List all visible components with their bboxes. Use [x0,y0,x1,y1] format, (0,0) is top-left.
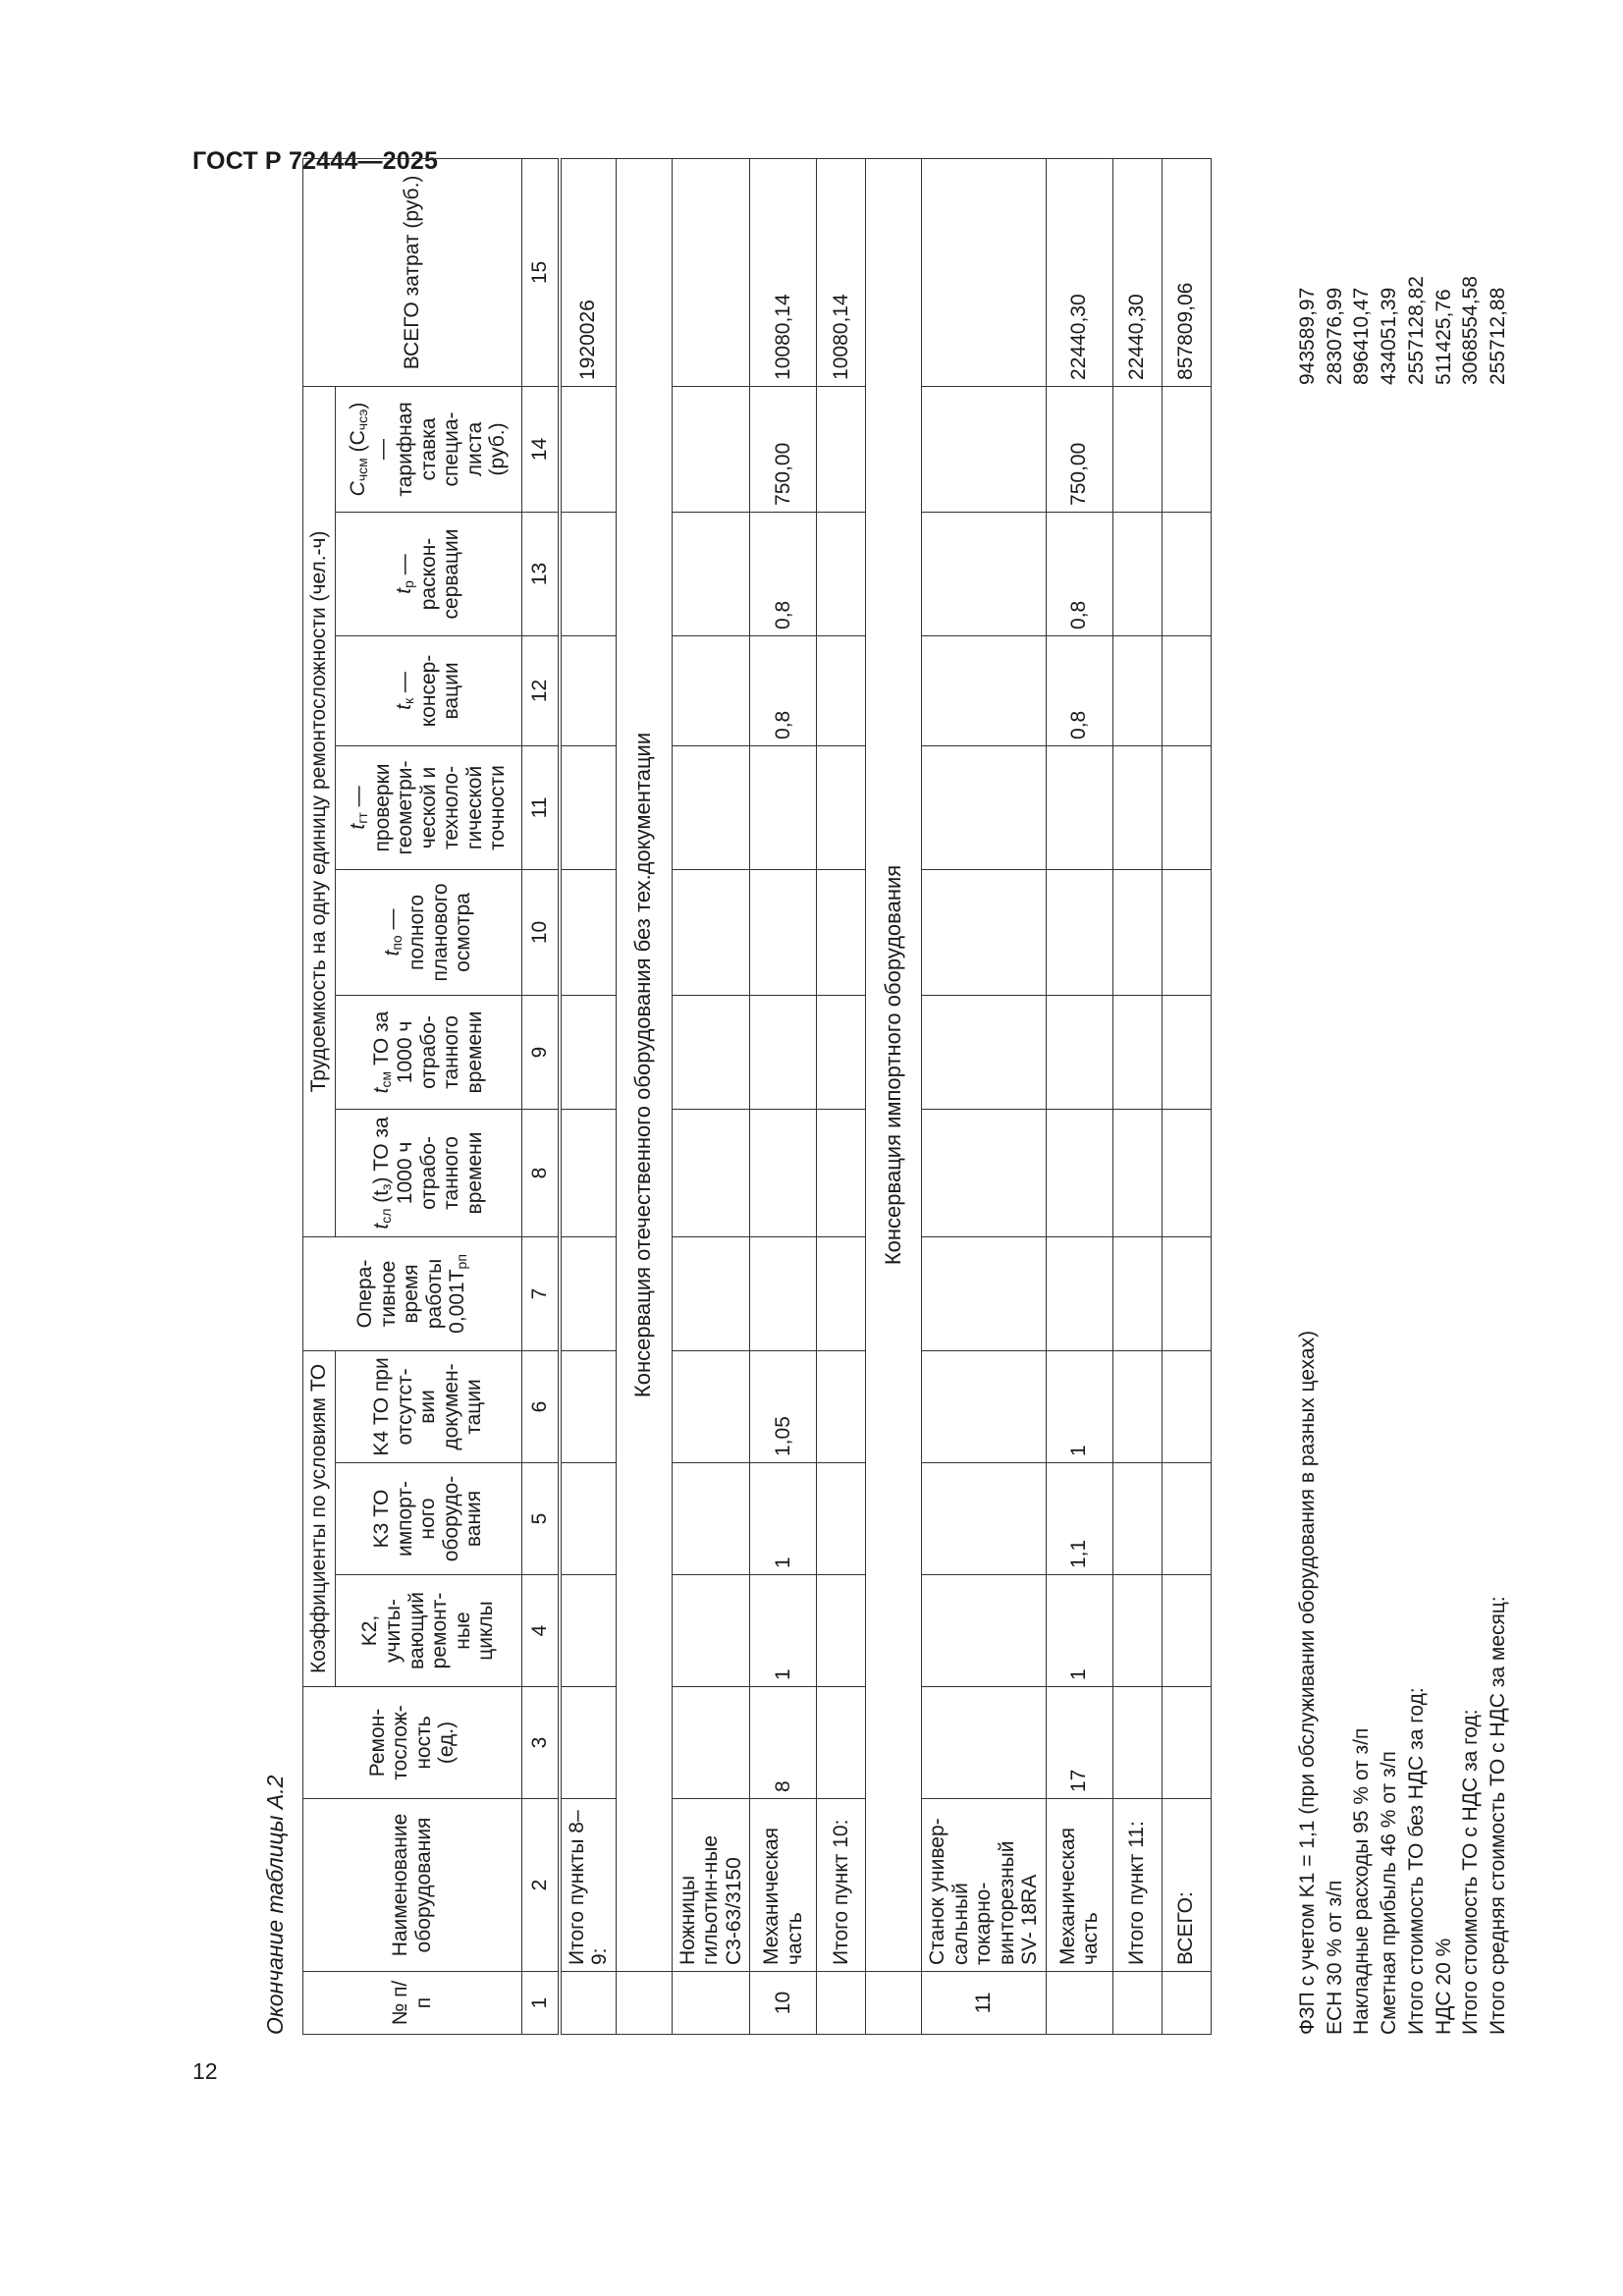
row11-t-r: 0,8 [1046,512,1112,635]
table-row [1046,158,1112,2034]
header-k3: K3 ТО импорт-ного оборудо-вания [335,1463,521,1575]
col-number: 9 [521,995,560,1109]
col-number: 11 [521,745,560,869]
summary-line [1348,228,1376,2035]
header-t-k: $t_к$ — консер-вации [335,635,521,745]
summary-label: Сметная прибыль 46 % от з/п [1378,1751,1401,2035]
rotated-table-block [253,175,1530,2035]
col-number: 3 [521,1687,560,1799]
header-c-chsm: $C_{чсм}$ $(C_{чсэ})$ — тарифная ставка специа-листа (руб.) [335,386,521,512]
col-number: 6 [521,1350,560,1462]
col-number: 14 [521,386,560,512]
summary-value: 434051,39 [1378,287,1401,385]
table-row [672,158,750,2034]
col-number: 15 [521,158,560,386]
table-row [817,158,866,2034]
table-row [1162,158,1211,2034]
summary-line [1403,228,1431,2035]
total-8-9-value: 1920026 [560,158,617,386]
cost-summary [1294,228,1512,2035]
header-k2: K2, учиты-вающий ремонт-ные циклы [335,1575,521,1687]
section-row [866,158,922,2034]
summary-line [1457,228,1485,2035]
row11-total: 22440,30 [1046,158,1112,386]
summary-value: 283076,99 [1323,287,1346,385]
row11-t-k: 0,8 [1046,635,1112,745]
header-t-r: $t_р$ — раскон-сервации [335,512,521,635]
summary-label: НДС 20 % [1432,1938,1455,2035]
table-row [750,158,817,2034]
summary-value: 255712,88 [1487,287,1510,385]
section-imported-title: Консервация импортного оборудования [866,158,922,1971]
row10-t-r: 0,8 [750,512,817,635]
summary-value: 896410,47 [1350,287,1374,385]
summary-label: Итого средняя стоимость ТО с НДС за месяц: [1487,1596,1510,2035]
header-k4: K4 ТО при отсутст-вии докумен-тации [335,1350,521,1462]
table-row [560,158,617,2034]
col-number: 2 [521,1799,560,1972]
row10-k2: 1 [750,1575,817,1687]
row10-total: 10080,14 [750,158,817,386]
col-number: 5 [521,1463,560,1575]
col-number: 12 [521,635,560,745]
section-row [616,158,672,2034]
grand-total-label: ВСЕГО: [1162,1799,1211,1972]
header-group-labor: Трудоемкость на одну единицу ремонтосложности (чел.-ч) [303,386,336,1236]
col-number: 7 [521,1236,560,1350]
table-row [922,158,1047,2034]
summary-label: ФЗП с учетом K1 = 1,1 (при обслуживании оборудования в разных цехах) [1296,1330,1319,2035]
total-10-label: Итого пункт 10: [817,1799,866,1972]
row11-k3: 1,1 [1046,1463,1112,1575]
table-row [1112,158,1162,2034]
total-8-9-label: Итого пункты 8–9: [560,1799,617,1972]
col-number: 10 [521,869,560,995]
total-11-label: Итого пункт 11: [1112,1799,1162,1972]
row10-rate: 750,00 [750,386,817,512]
summary-line [1431,228,1458,2035]
summary-label: Итого стоимость ТО без НДС за год: [1404,1687,1428,2035]
summary-label: Накладные расходы 95 % от з/п [1350,1727,1374,2035]
row10-t-k: 0,8 [750,635,817,745]
header-repair-complexity: Ремон-тослож-ность (ед.) [303,1687,522,1799]
document-header: ГОСТ Р 72444—2025 [192,147,439,175]
col-number: 13 [521,512,560,635]
grand-total-value: 857809,06 [1162,158,1211,386]
summary-label: Итого стоимость ТО с НДС за год: [1459,1709,1483,2035]
header-group-coefficients: Коэффициенты по условиям ТО [303,1350,336,1686]
header-t-sm: $t_{см}$ ТО за 1000 ч отрабо-танного времени [335,995,521,1109]
row11-number: 11 [922,1972,1047,2035]
row10-k4: 1,05 [750,1350,817,1462]
row11-name: Механическая часть [1046,1799,1112,1972]
total-10-value: 10080,14 [817,158,866,386]
summary-label: ЕСН 30 % от з/п [1323,1880,1346,2035]
item11-equipment-name: Станок универ-сальный токарно-винторезный SV- 18RA [922,1799,1047,1972]
row11-k2: 1 [1046,1575,1112,1687]
summary-line [1294,228,1322,2035]
row10-complexity: 8 [750,1687,817,1799]
section-domestic-title: Консервация отечественного оборудования без тех.документации [616,158,672,1971]
header-operating-time: Опера-тивное время работы $0,001T_{рп}$ [303,1236,522,1350]
summary-value: 511425,76 [1432,289,1455,385]
summary-value: 2557128,82 [1404,276,1428,385]
column-numbers-row [521,158,560,2034]
header-t-gt: $t_{гт}$ — проверки геометри-ческой и техноло-гической точности [335,745,521,869]
col-number: 8 [521,1109,560,1236]
equipment-maintenance-table [302,158,1212,2035]
header-t-sl: $t_{сл}$ $(t_з)$ ТО за 1000 ч отрабо-танного времени [335,1109,521,1236]
col-number: 1 [521,1972,560,2035]
row10-number: 10 [750,1972,817,2035]
row10-name: Механическая часть [750,1799,817,1972]
total-11-value: 22440,30 [1112,158,1162,386]
summary-line [1322,228,1349,2035]
item10-equipment-name: Ножницы гильотин-ные С3-63/3150 [672,1799,750,1972]
summary-line [1376,228,1403,2035]
header-total-cost: ВСЕГО затрат (руб.) [303,158,522,386]
col-number: 4 [521,1575,560,1687]
row11-rate: 750,00 [1046,386,1112,512]
header-t-po: $t_{по}$ — полного планового осмотра [335,869,521,995]
page-number: 12 [192,2058,218,2084]
row11-k4: 1 [1046,1350,1112,1462]
summary-value: 3068554,58 [1459,276,1483,385]
header-number: № п/п [303,1972,522,2035]
table-caption: Окончание таблицы А.2 [262,1775,288,2035]
row11-complexity: 17 [1046,1687,1112,1799]
summary-line [1485,228,1512,2035]
summary-value: 943589,97 [1296,287,1319,385]
header-equipment-name: Наименование оборудования [303,1799,522,1972]
row10-k3: 1 [750,1463,817,1575]
